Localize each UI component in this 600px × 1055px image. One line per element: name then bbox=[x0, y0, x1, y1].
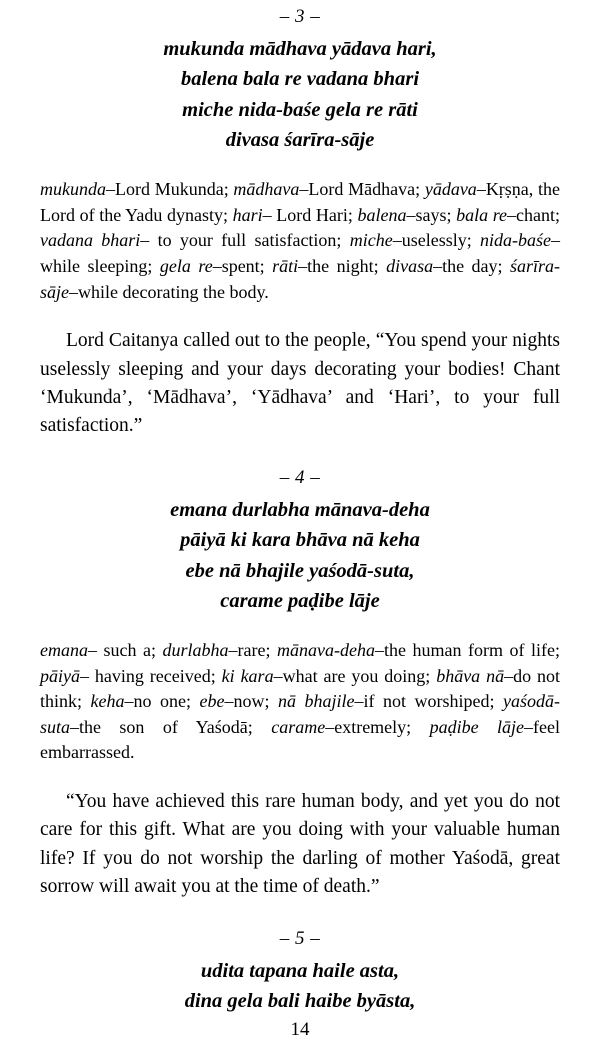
verse-text bbox=[40, 495, 560, 616]
verse-line: carame paḍibe lāje bbox=[220, 589, 380, 612]
verse-number: – 4 – bbox=[279, 466, 321, 488]
verse-line: ebe nā bhajile yaśodā-suta, bbox=[185, 559, 415, 582]
translation-paragraph: Lord Caitanya called out to the people, “You spend your nights uselessly sleeping and your days decorating your bodies! Chant ‘Mukunda’, ‘Mādhava’, ‘Yādhava’ and ‘Hari’, to your full satisfaction.” bbox=[40, 330, 560, 437]
verse-line: divasa śarīra-sāje bbox=[225, 128, 375, 151]
verse-line: udita tapana haile asta, bbox=[200, 959, 400, 982]
verse-text bbox=[40, 34, 560, 155]
verse-line: emana durlabha mānava-deha bbox=[170, 498, 430, 521]
verse-text bbox=[40, 956, 560, 1017]
verse-line: dina gela bali haibe byāsta, bbox=[184, 990, 416, 1013]
verse-section-5 bbox=[40, 928, 560, 1017]
section-spacer bbox=[40, 902, 560, 928]
verse-line: pāiyā ki kara bhāva nā keha bbox=[180, 529, 420, 552]
verse-line: balena bala re vadana bhari bbox=[180, 68, 420, 91]
verse-line: miche nida-baśe gela re rāti bbox=[182, 98, 418, 121]
page-number: 14 bbox=[290, 1019, 310, 1040]
synonyms-paragraph: mukunda–Lord Mukunda; mādhava–Lord Mādhava; yādava–Kṛṣṇa, the Lord of the Yadu dynasty; hari– Lord Hari; balena–says; bala re–chant; vadana bhari– to your full satisfaction; miche–uselessly; nida-baśe–while sleeping; gela re–spent; rāti–the night; divasa–the day; śarīra-sāje–while decorating the body. bbox=[40, 179, 561, 302]
verse-number: – 3 – bbox=[279, 6, 321, 27]
synonyms-paragraph: emana– such a; durlabha–rare; mānava-deha–the human form of life; pāiyā– having received; ki kara–what are you doing; bhāva nā–do not think; keha–no one; ebe–now; nā bhajile–if not worshiped; yaśodā-suta–the son of Yaśodā; carame–extremely; paḍibe lāje–feel embarrassed. bbox=[40, 640, 561, 763]
translation-paragraph: “You have achieved this rare human body, and yet you do not care for this gift. What are you doing with your valuable human life? If you do not worship the darling of mother Yaśodā, great sorrow will await you at the time of death.” bbox=[40, 790, 560, 898]
verse-section-4 bbox=[40, 467, 560, 902]
verse-section-3 bbox=[40, 0, 560, 441]
section-spacer bbox=[40, 441, 560, 467]
verse-line: mukunda mādhava yādava hari, bbox=[163, 38, 437, 60]
verse-number: – 5 – bbox=[279, 927, 321, 949]
